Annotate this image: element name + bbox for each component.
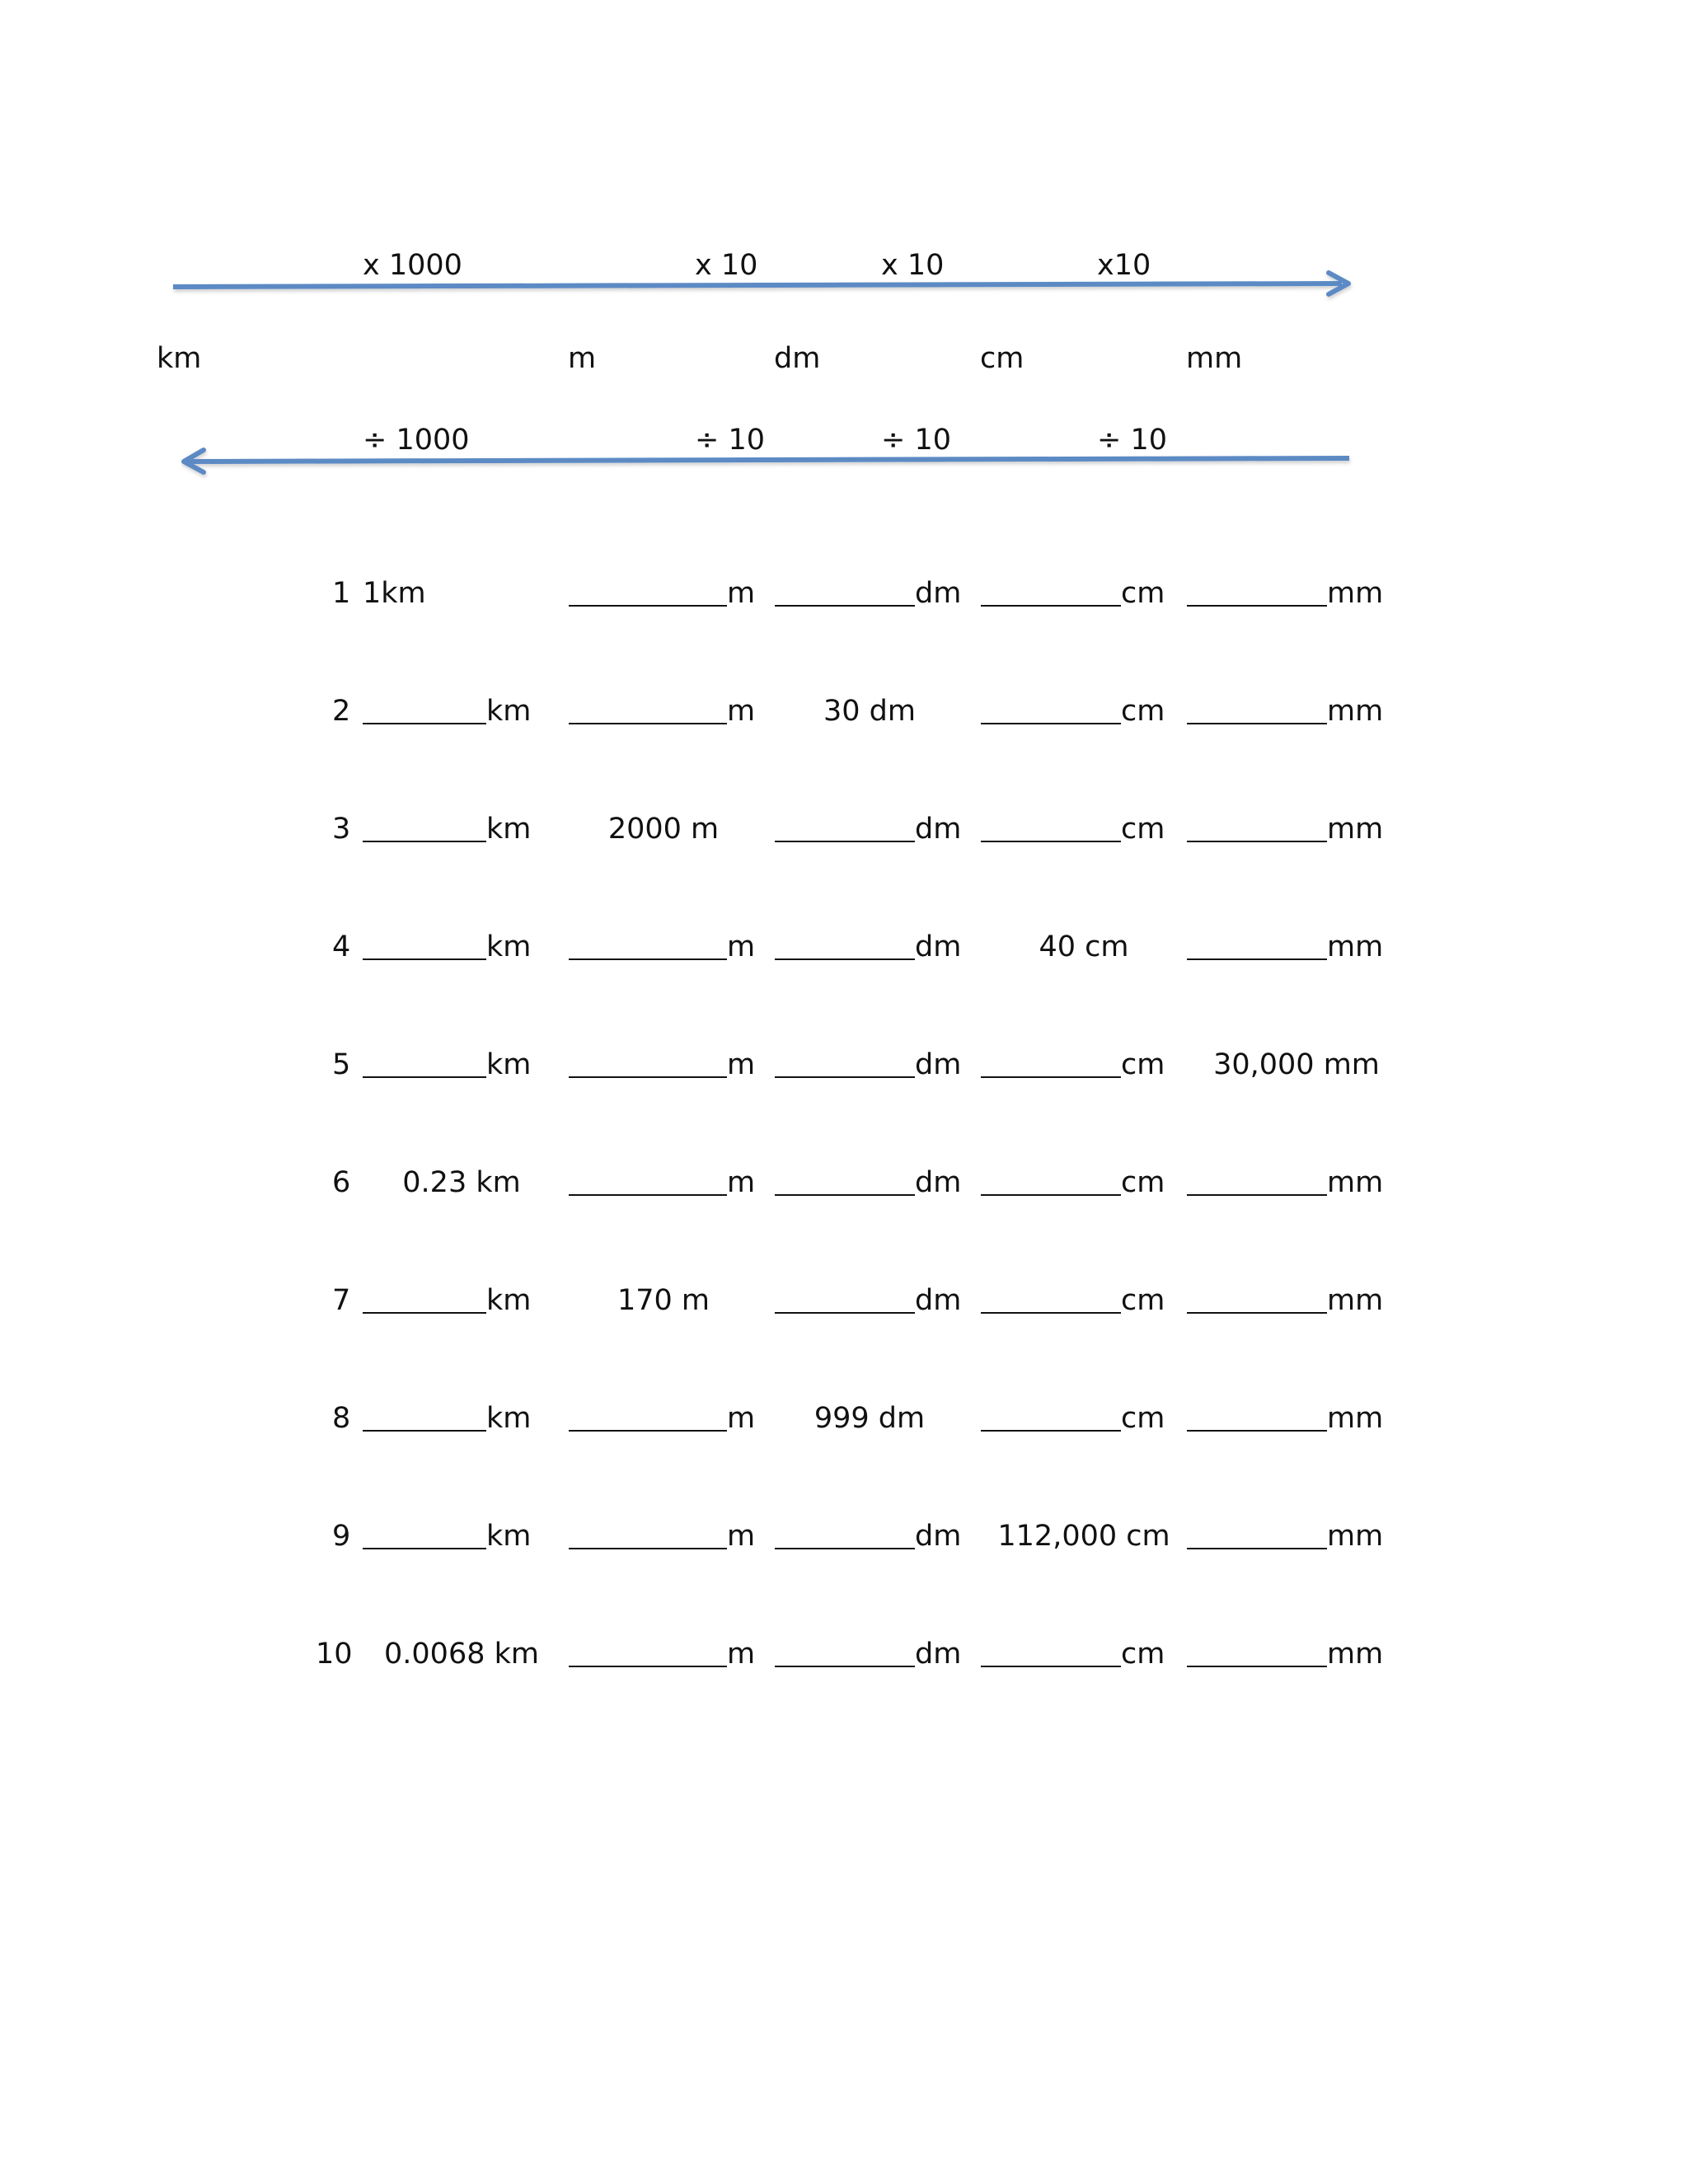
unit-suffix-dm: dm <box>915 577 962 610</box>
unit-suffix-km: km <box>486 813 532 846</box>
answer-blank-m[interactable] <box>569 1405 727 1432</box>
unit-label-cm: cm <box>980 342 1025 375</box>
unit-suffix-dm: dm <box>915 1048 962 1081</box>
unit-suffix-dm: dm <box>915 813 962 846</box>
answer-blank-mm[interactable] <box>1187 1287 1327 1314</box>
answer-blank-m[interactable] <box>569 934 727 960</box>
unit-suffix-mm: mm <box>1327 1638 1384 1671</box>
answer-blank-dm[interactable] <box>775 1169 915 1196</box>
unit-suffix-mm: mm <box>1327 930 1384 963</box>
multiply-label-km-m: x 1000 <box>363 249 462 282</box>
unit-suffix-m: m <box>727 1638 756 1671</box>
row-number: 7 <box>332 1284 351 1317</box>
unit-label-dm: dm <box>774 342 821 375</box>
answer-blank-mm[interactable] <box>1187 580 1327 607</box>
given-value-km: 0.0068 km <box>384 1638 539 1671</box>
unit-suffix-cm: cm <box>1121 1402 1165 1435</box>
unit-suffix-cm: cm <box>1121 1048 1165 1081</box>
answer-blank-m[interactable] <box>569 1641 727 1667</box>
answer-blank-m[interactable] <box>569 1052 727 1078</box>
multiply-label-dm-cm: x 10 <box>881 249 945 282</box>
given-value-cm: 40 cm <box>1039 930 1129 963</box>
answer-blank-mm[interactable] <box>1187 934 1327 960</box>
unit-suffix-m: m <box>727 577 756 610</box>
answer-blank-dm[interactable] <box>775 816 915 842</box>
answer-blank-cm[interactable] <box>981 1169 1121 1196</box>
unit-suffix-dm: dm <box>915 930 962 963</box>
unit-suffix-cm: cm <box>1121 695 1165 728</box>
answer-blank-dm[interactable] <box>775 934 915 960</box>
unit-suffix-km: km <box>486 930 532 963</box>
row-number: 1 <box>332 577 351 610</box>
answer-blank-dm[interactable] <box>775 1052 915 1078</box>
answer-blank-cm[interactable] <box>981 1052 1121 1078</box>
unit-suffix-km: km <box>486 1402 532 1435</box>
unit-suffix-mm: mm <box>1327 813 1384 846</box>
unit-suffix-km: km <box>486 695 532 728</box>
answer-blank-mm[interactable] <box>1187 1169 1327 1196</box>
answer-blank-m[interactable] <box>569 580 727 607</box>
divide-arrow <box>184 450 1349 472</box>
row-number: 4 <box>332 930 351 963</box>
given-value-m: 170 m <box>617 1284 710 1317</box>
answer-blank-cm[interactable] <box>981 1641 1121 1667</box>
unit-label-m: m <box>568 342 597 375</box>
answer-blank-km[interactable] <box>363 816 486 842</box>
row-number: 6 <box>332 1166 351 1199</box>
answer-blank-km[interactable] <box>363 698 486 724</box>
answer-blank-mm[interactable] <box>1187 816 1327 842</box>
unit-suffix-m: m <box>727 1048 756 1081</box>
answer-blank-cm[interactable] <box>981 816 1121 842</box>
given-value-km: 1km <box>363 577 426 610</box>
divide-label-dm-m: ÷ 10 <box>695 424 765 457</box>
answer-blank-cm[interactable] <box>981 580 1121 607</box>
unit-label-km: km <box>157 342 202 375</box>
unit-suffix-cm: cm <box>1121 813 1165 846</box>
unit-suffix-mm: mm <box>1327 1166 1384 1199</box>
unit-suffix-dm: dm <box>915 1638 962 1671</box>
given-value-m: 2000 m <box>607 813 720 846</box>
unit-suffix-km: km <box>486 1284 532 1317</box>
answer-blank-dm[interactable] <box>775 580 915 607</box>
answer-blank-km[interactable] <box>363 1405 486 1432</box>
unit-suffix-m: m <box>727 1166 756 1199</box>
unit-suffix-m: m <box>727 1520 756 1553</box>
answer-blank-km[interactable] <box>363 934 486 960</box>
answer-blank-km[interactable] <box>363 1523 486 1549</box>
unit-suffix-mm: mm <box>1327 695 1384 728</box>
answer-blank-m[interactable] <box>569 698 727 724</box>
unit-suffix-m: m <box>727 1402 756 1435</box>
unit-suffix-dm: dm <box>915 1166 962 1199</box>
unit-suffix-dm: dm <box>915 1284 962 1317</box>
row-number: 10 <box>316 1638 353 1671</box>
multiply-label-cm-mm: x10 <box>1097 249 1151 282</box>
multiply-label-m-dm: x 10 <box>695 249 758 282</box>
divide-label-cm-dm: ÷ 10 <box>881 424 951 457</box>
unit-label-mm: mm <box>1186 342 1243 375</box>
unit-suffix-mm: mm <box>1327 1520 1384 1553</box>
answer-blank-m[interactable] <box>569 1169 727 1196</box>
answer-blank-cm[interactable] <box>981 1405 1121 1432</box>
unit-suffix-dm: dm <box>915 1520 962 1553</box>
divide-label-mm-cm: ÷ 10 <box>1097 424 1167 457</box>
answer-blank-dm[interactable] <box>775 1287 915 1314</box>
unit-suffix-cm: cm <box>1121 1166 1165 1199</box>
given-value-km: 0.23 km <box>402 1166 521 1199</box>
answer-blank-mm[interactable] <box>1187 1405 1327 1432</box>
given-value-cm: 112,000 cm <box>997 1520 1170 1553</box>
answer-blank-mm[interactable] <box>1187 1523 1327 1549</box>
answer-blank-dm[interactable] <box>775 1523 915 1549</box>
given-value-dm: 30 dm <box>823 695 916 728</box>
multiply-arrow <box>173 273 1348 294</box>
answer-blank-km[interactable] <box>363 1052 486 1078</box>
unit-suffix-cm: cm <box>1121 1638 1165 1671</box>
answer-blank-mm[interactable] <box>1187 698 1327 724</box>
row-number: 5 <box>332 1048 351 1081</box>
unit-suffix-mm: mm <box>1327 577 1384 610</box>
answer-blank-mm[interactable] <box>1187 1641 1327 1667</box>
given-value-mm: 30,000 mm <box>1213 1048 1380 1081</box>
unit-suffix-cm: cm <box>1121 577 1165 610</box>
answer-blank-m[interactable] <box>569 1523 727 1549</box>
row-number: 9 <box>332 1520 351 1553</box>
unit-suffix-mm: mm <box>1327 1284 1384 1317</box>
divide-label-m-km: ÷ 1000 <box>363 424 470 457</box>
row-number: 3 <box>332 813 351 846</box>
row-number: 8 <box>332 1402 351 1435</box>
answer-blank-cm[interactable] <box>981 698 1121 724</box>
unit-suffix-km: km <box>486 1520 532 1553</box>
row-number: 2 <box>332 695 351 728</box>
unit-suffix-cm: cm <box>1121 1284 1165 1317</box>
unit-suffix-m: m <box>727 695 756 728</box>
answer-blank-dm[interactable] <box>775 1641 915 1667</box>
given-value-dm: 999 dm <box>814 1402 926 1435</box>
answer-blank-cm[interactable] <box>981 1287 1121 1314</box>
answer-blank-km[interactable] <box>363 1287 486 1314</box>
unit-suffix-km: km <box>486 1048 532 1081</box>
unit-suffix-mm: mm <box>1327 1402 1384 1435</box>
unit-suffix-m: m <box>727 930 756 963</box>
